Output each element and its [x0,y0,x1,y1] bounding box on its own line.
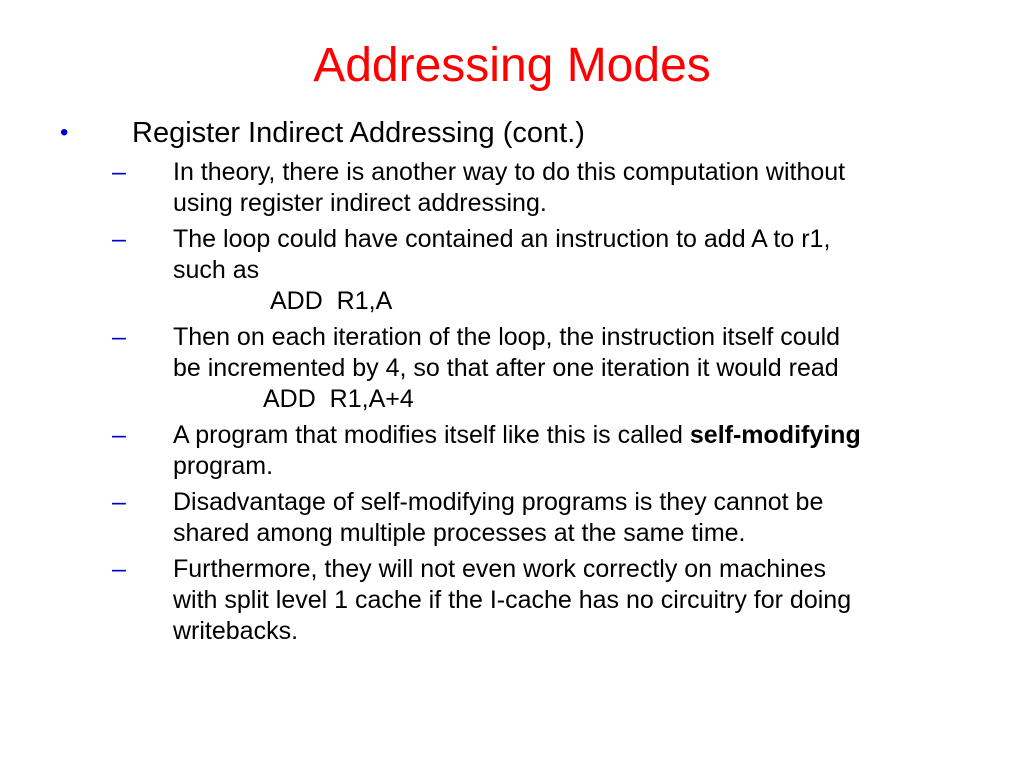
sub-bullet-line: The loop could have contained an instruction to add A to r1, [173,225,831,253]
dash-marker: – [112,488,126,516]
sub-bullet-line: using register indirect addressing. [173,189,547,217]
dash-marker: – [112,323,126,351]
sub-bullet-item [112,322,992,415]
sub-bullet-item [112,554,992,647]
sub-bullet-item [112,420,992,482]
sub-bullet-line: be incremented by 4, so that after one iteration it would read [173,354,839,382]
sub-bullet-line: such as [173,256,260,284]
dash-marker: – [112,555,126,583]
sub-bullet-line: Disadvantage of self-modifying programs is they cannot be [173,488,824,516]
bullet-marker: • [60,119,69,146]
sub-bullet-line: In theory, there is another way to do this computation without [173,158,846,186]
main-bullet-text: Register Indirect Addressing (cont.) [132,117,585,149]
sub-bullet-line: Furthermore, they will not even work correctly on machines [173,555,827,583]
dash-marker: – [112,158,126,186]
sub-bullet-line: Then on each iteration of the loop, the instruction itself could [173,323,841,351]
bold-term: self-modifying [689,421,861,449]
sub-bullet-line: program. [173,452,274,480]
sub-bullet-item [112,157,992,219]
sub-bullet-line: with split level 1 cache if the I-cache has no circuitry for doing [173,586,852,614]
dash-marker: – [112,225,126,253]
code-example: ADD R1,A+4 [263,385,414,413]
sub-bullet-item [112,487,992,549]
sub-bullet-line: writebacks. [173,617,299,645]
sub-bullet-line [173,420,992,451]
code-example: ADD R1,A [270,287,393,315]
sub-bullet-list [112,157,992,652]
sub-bullet-line: shared among multiple processes at the same time. [173,519,746,547]
sub-bullet-text: A program that modifies itself like this is called [173,421,690,449]
sub-bullet-item [112,224,992,317]
slide-title: Addressing Modes [313,39,711,92]
dash-marker: – [112,421,126,449]
